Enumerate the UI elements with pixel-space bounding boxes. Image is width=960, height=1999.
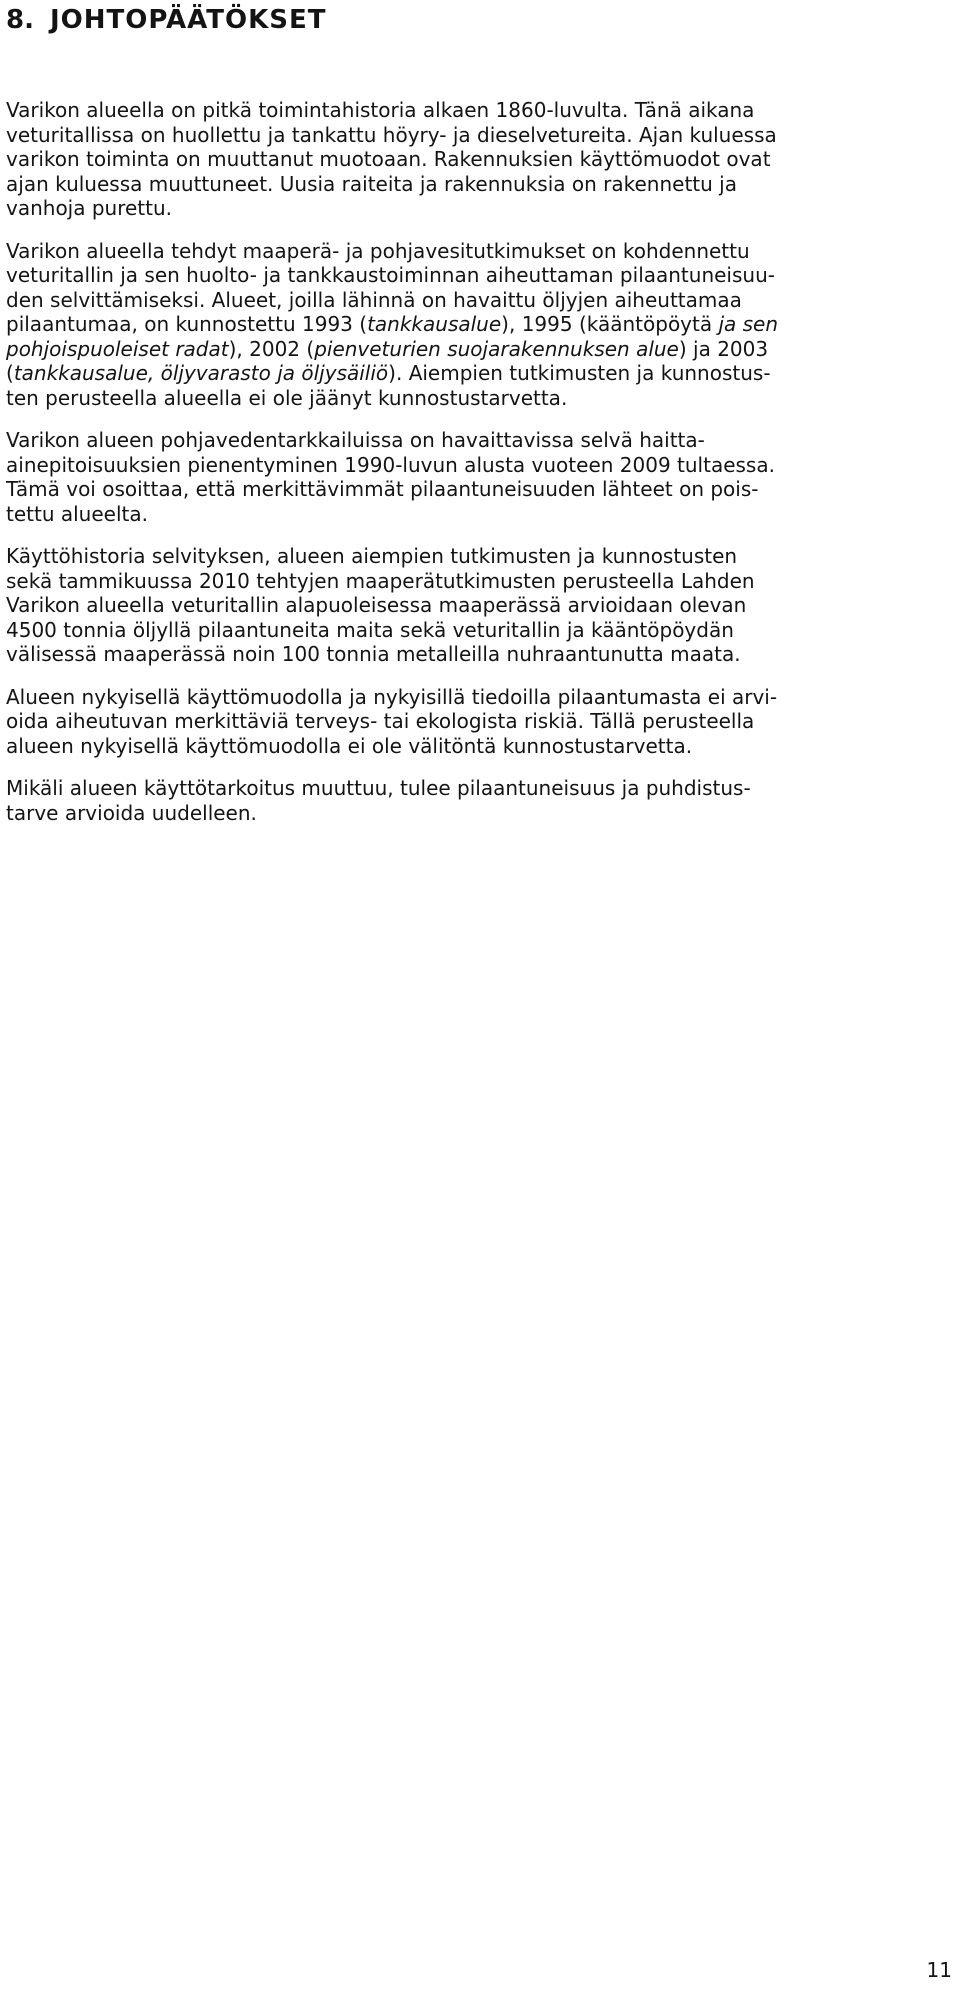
text-line <box>6 477 951 502</box>
text-line <box>6 709 951 734</box>
text-segment: tarve arvioida uudelleen. <box>6 800 257 825</box>
text-segment: Varikon alueen pohjavedentarkkailuissa on havaittavissa selvä haitta- <box>6 428 705 452</box>
text-line <box>6 801 951 826</box>
text-segment: ), 2002 ( <box>228 336 315 361</box>
italic-text: ja sen <box>718 312 779 336</box>
text-line <box>6 685 951 710</box>
text-line <box>6 147 951 172</box>
italic-text: pienveturien suojarakennuksen alue <box>314 336 679 361</box>
text-segment: ), 1995 (kääntöpöytä <box>501 312 719 336</box>
text-segment: oida aiheutuvan merkittäviä terveys- tai ekologista riskiä. Tällä perusteella <box>6 709 755 733</box>
text-line <box>6 172 951 197</box>
text-segment: 4500 tonnia öljyllä pilaantuneita maita sekä veturitallin ja kääntöpöydän <box>6 617 734 642</box>
text-segment: varikon toiminta on muuttanut muotoaan. Rakennuksien käyttömuodot ovat <box>6 147 771 171</box>
text-segment: ( <box>6 361 14 385</box>
text-segment: vanhoja purettu. <box>6 196 173 220</box>
text-segment: ainepitoisuuksien pienentyminen 1990-luvun alusta vuoteen 2009 tultaessa. <box>6 452 775 477</box>
italic-text: pohjoispuoleiset radat <box>6 336 229 361</box>
body-paragraph <box>6 685 951 759</box>
body-paragraph <box>6 776 951 825</box>
text-segment: välisessä maaperässä noin 100 tonnia metalleilla nuhraantunutta maata. <box>6 642 741 666</box>
body-paragraph <box>6 98 951 221</box>
text-line <box>6 288 951 313</box>
text-line <box>6 337 951 362</box>
text-line <box>6 544 951 569</box>
text-segment: tettu alueelta. <box>6 501 148 526</box>
text-segment: Tämä voi osoittaa, että merkittävimmät pilaantuneisuuden lähteet on pois- <box>6 477 759 501</box>
text-line <box>6 386 951 411</box>
text-segment: Mikäli alueen käyttötarkoitus muuttuu, tulee pilaantuneisuus ja puhdistus- <box>6 776 751 800</box>
text-line <box>6 734 951 759</box>
text-line <box>6 263 951 288</box>
text-line <box>6 239 951 264</box>
text-line <box>6 593 951 618</box>
text-line <box>6 98 951 123</box>
text-line <box>6 123 951 148</box>
text-segment: alueen nykyisellä käyttömuodolla ei ole välitöntä kunnostustarvetta. <box>6 733 693 758</box>
text-segment: Käyttöhistoria selvityksen, alueen aiempien tutkimusten ja kunnostusten <box>6 544 738 568</box>
section-heading <box>6 4 326 36</box>
text-segment: ajan kuluessa muuttuneet. Uusia raiteita ja rakennuksia on rakennettu ja <box>6 171 737 196</box>
text-line <box>6 428 951 453</box>
text-segment: ten perusteella alueella ei ole jäänyt kunnostustarvetta. <box>6 385 568 410</box>
body-paragraph <box>6 428 951 526</box>
text-segment: veturitallissa on huollettu ja tankattu höyry- ja dieselvetureita. Ajan kuluessa <box>6 122 777 147</box>
text-segment: ). Aiempien tutkimusten ja kunnostus- <box>388 361 771 385</box>
text-line <box>6 196 951 221</box>
text-line <box>6 569 951 594</box>
text-line <box>6 361 951 386</box>
text-line <box>6 312 951 337</box>
italic-text: tankkausalue, öljyvarasto ja öljysäiliö <box>13 361 389 385</box>
text-segment: ) ja 2003 <box>678 336 769 361</box>
text-segment: sekä tammikuussa 2010 tehtyjen maaperätutkimusten perusteella Lahden <box>6 568 755 593</box>
page-number: 11 <box>926 1958 952 1982</box>
text-line <box>6 453 951 478</box>
text-line <box>6 776 951 801</box>
text-line <box>6 618 951 643</box>
text-line <box>6 502 951 527</box>
text-segment: Varikon alueella tehdyt maaperä- ja pohjavesitutkimukset on kohdennettu <box>6 238 750 263</box>
text-segment: veturitallin ja sen huolto- ja tankkaustoiminnan aiheuttaman pilaantuneisuu- <box>6 263 775 287</box>
text-line <box>6 642 951 667</box>
body-paragraph <box>6 544 951 667</box>
text-segment: Varikon alueella on pitkä toimintahistoria alkaen 1860-luvulta. Tänä aikana <box>6 98 755 122</box>
body-text <box>6 98 951 843</box>
text-segment: Alueen nykyisellä käyttömuodolla ja nykyisillä tiedoilla pilaantumasta ei arvi- <box>6 684 778 709</box>
section-number: 8. <box>6 5 34 35</box>
text-segment: pilaantumaa, on kunnostettu 1993 ( <box>6 312 368 336</box>
text-segment: den selvittämiseksi. Alueet, joilla lähinnä on havaittu öljyjen aiheuttamaa <box>6 287 742 312</box>
section-title: JOHTOPÄÄTÖKSET <box>50 5 327 35</box>
body-paragraph <box>6 239 951 411</box>
italic-text: tankkausalue <box>367 312 502 336</box>
text-segment: Varikon alueella veturitallin alapuoleisessa maaperässä arvioidaan olevan <box>6 593 747 617</box>
